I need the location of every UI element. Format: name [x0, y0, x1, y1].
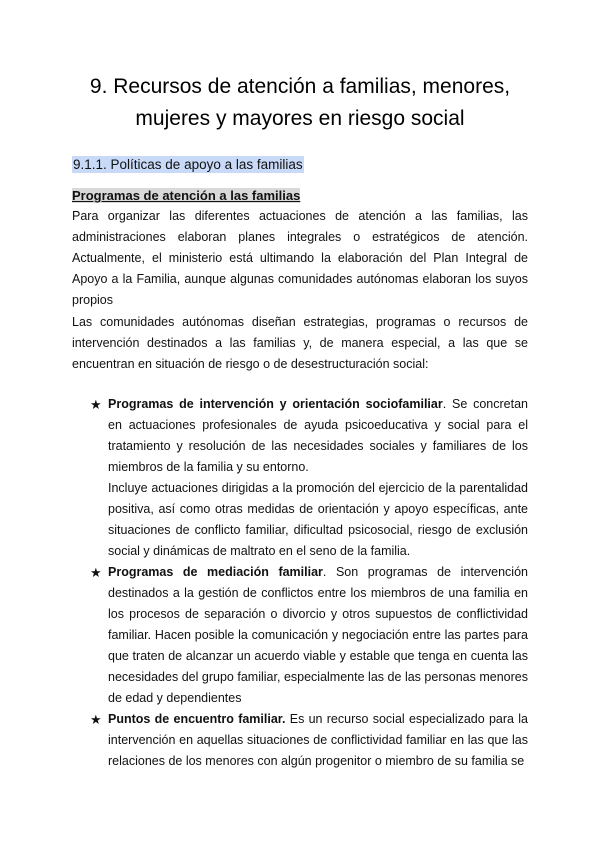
list-item [90, 394, 528, 562]
list-item [90, 709, 528, 772]
subheading-text: Programas de atención a las familias [72, 188, 301, 203]
paragraph-strategies: Las comunidades autónomas diseñan estrategias, programas o recursos de intervención destinados a las familias y, de manera especial, a las que se encuentran en situación de riesgo o de desestructuración social: [72, 315, 528, 371]
item-text: . Son programas de intervención destinados a la gestión de conflictos entre los miembros de una familia en los procesos de separación o divorcio y otros supuestos de conflictividad familiar. Hacen posible la comunicación y negociación entre las partes para que traten de alcanzar un acuerdo viable y estable que tenga en cuenta las necesidades del grupo familiar, especialmente las de las personas menores de edad y dependientes [108, 565, 528, 705]
item-term: Programas de mediación familiar [108, 565, 323, 579]
item-term: Puntos de encuentro familiar. [108, 712, 286, 726]
item-term: Programas de intervención y orientación sociofamiliar [108, 397, 443, 411]
page-title: 9. Recursos de atención a familias, menores, mujeres y mayores en riesgo social [89, 75, 511, 130]
resource-list [90, 394, 528, 772]
item-text: . Se concretan en actuaciones profesionales de ayuda psicoeducativa y social para el tratamiento y resolución de las necesidades sociales y familiares de los miembros de la familia y su entorno. [108, 397, 528, 474]
paragraph-intro: Para organizar las diferentes actuaciones de atención a las familias, las administraciones elaboran planes integrales o estratégicos de atención. Actualmente, el ministerio está ultimando la elaboración del Plan Integral de Apoyo a la Familia, aunque algunas comunidades autónomas elaboran los suyos propios [72, 209, 528, 307]
item-text: Es un recurso social especializado para la intervención en aquellas situaciones de conflictividad familiar en las que las relaciones de los menores con algún progenitor o miembro de su familia se [108, 712, 528, 768]
section-heading [72, 155, 304, 175]
section-heading-text: 9.1.1. Políticas de apoyo a las familias [73, 157, 303, 172]
star-bullet-icon: ★ [90, 397, 102, 412]
item-extra-text: Incluye actuaciones dirigidas a la promoción del ejercicio de la parentalidad positiva, así como otras medidas de orientación y apoyo específicas, ante situaciones de conflicto familiar, dificultad psicosocial, riesgo de exclusión social y dinámicas de maltrato en el seno de la familia. [108, 481, 528, 558]
subheading [72, 186, 300, 206]
list-item [90, 562, 528, 709]
star-bullet-icon: ★ [90, 712, 102, 727]
star-bullet-icon: ★ [90, 565, 102, 580]
